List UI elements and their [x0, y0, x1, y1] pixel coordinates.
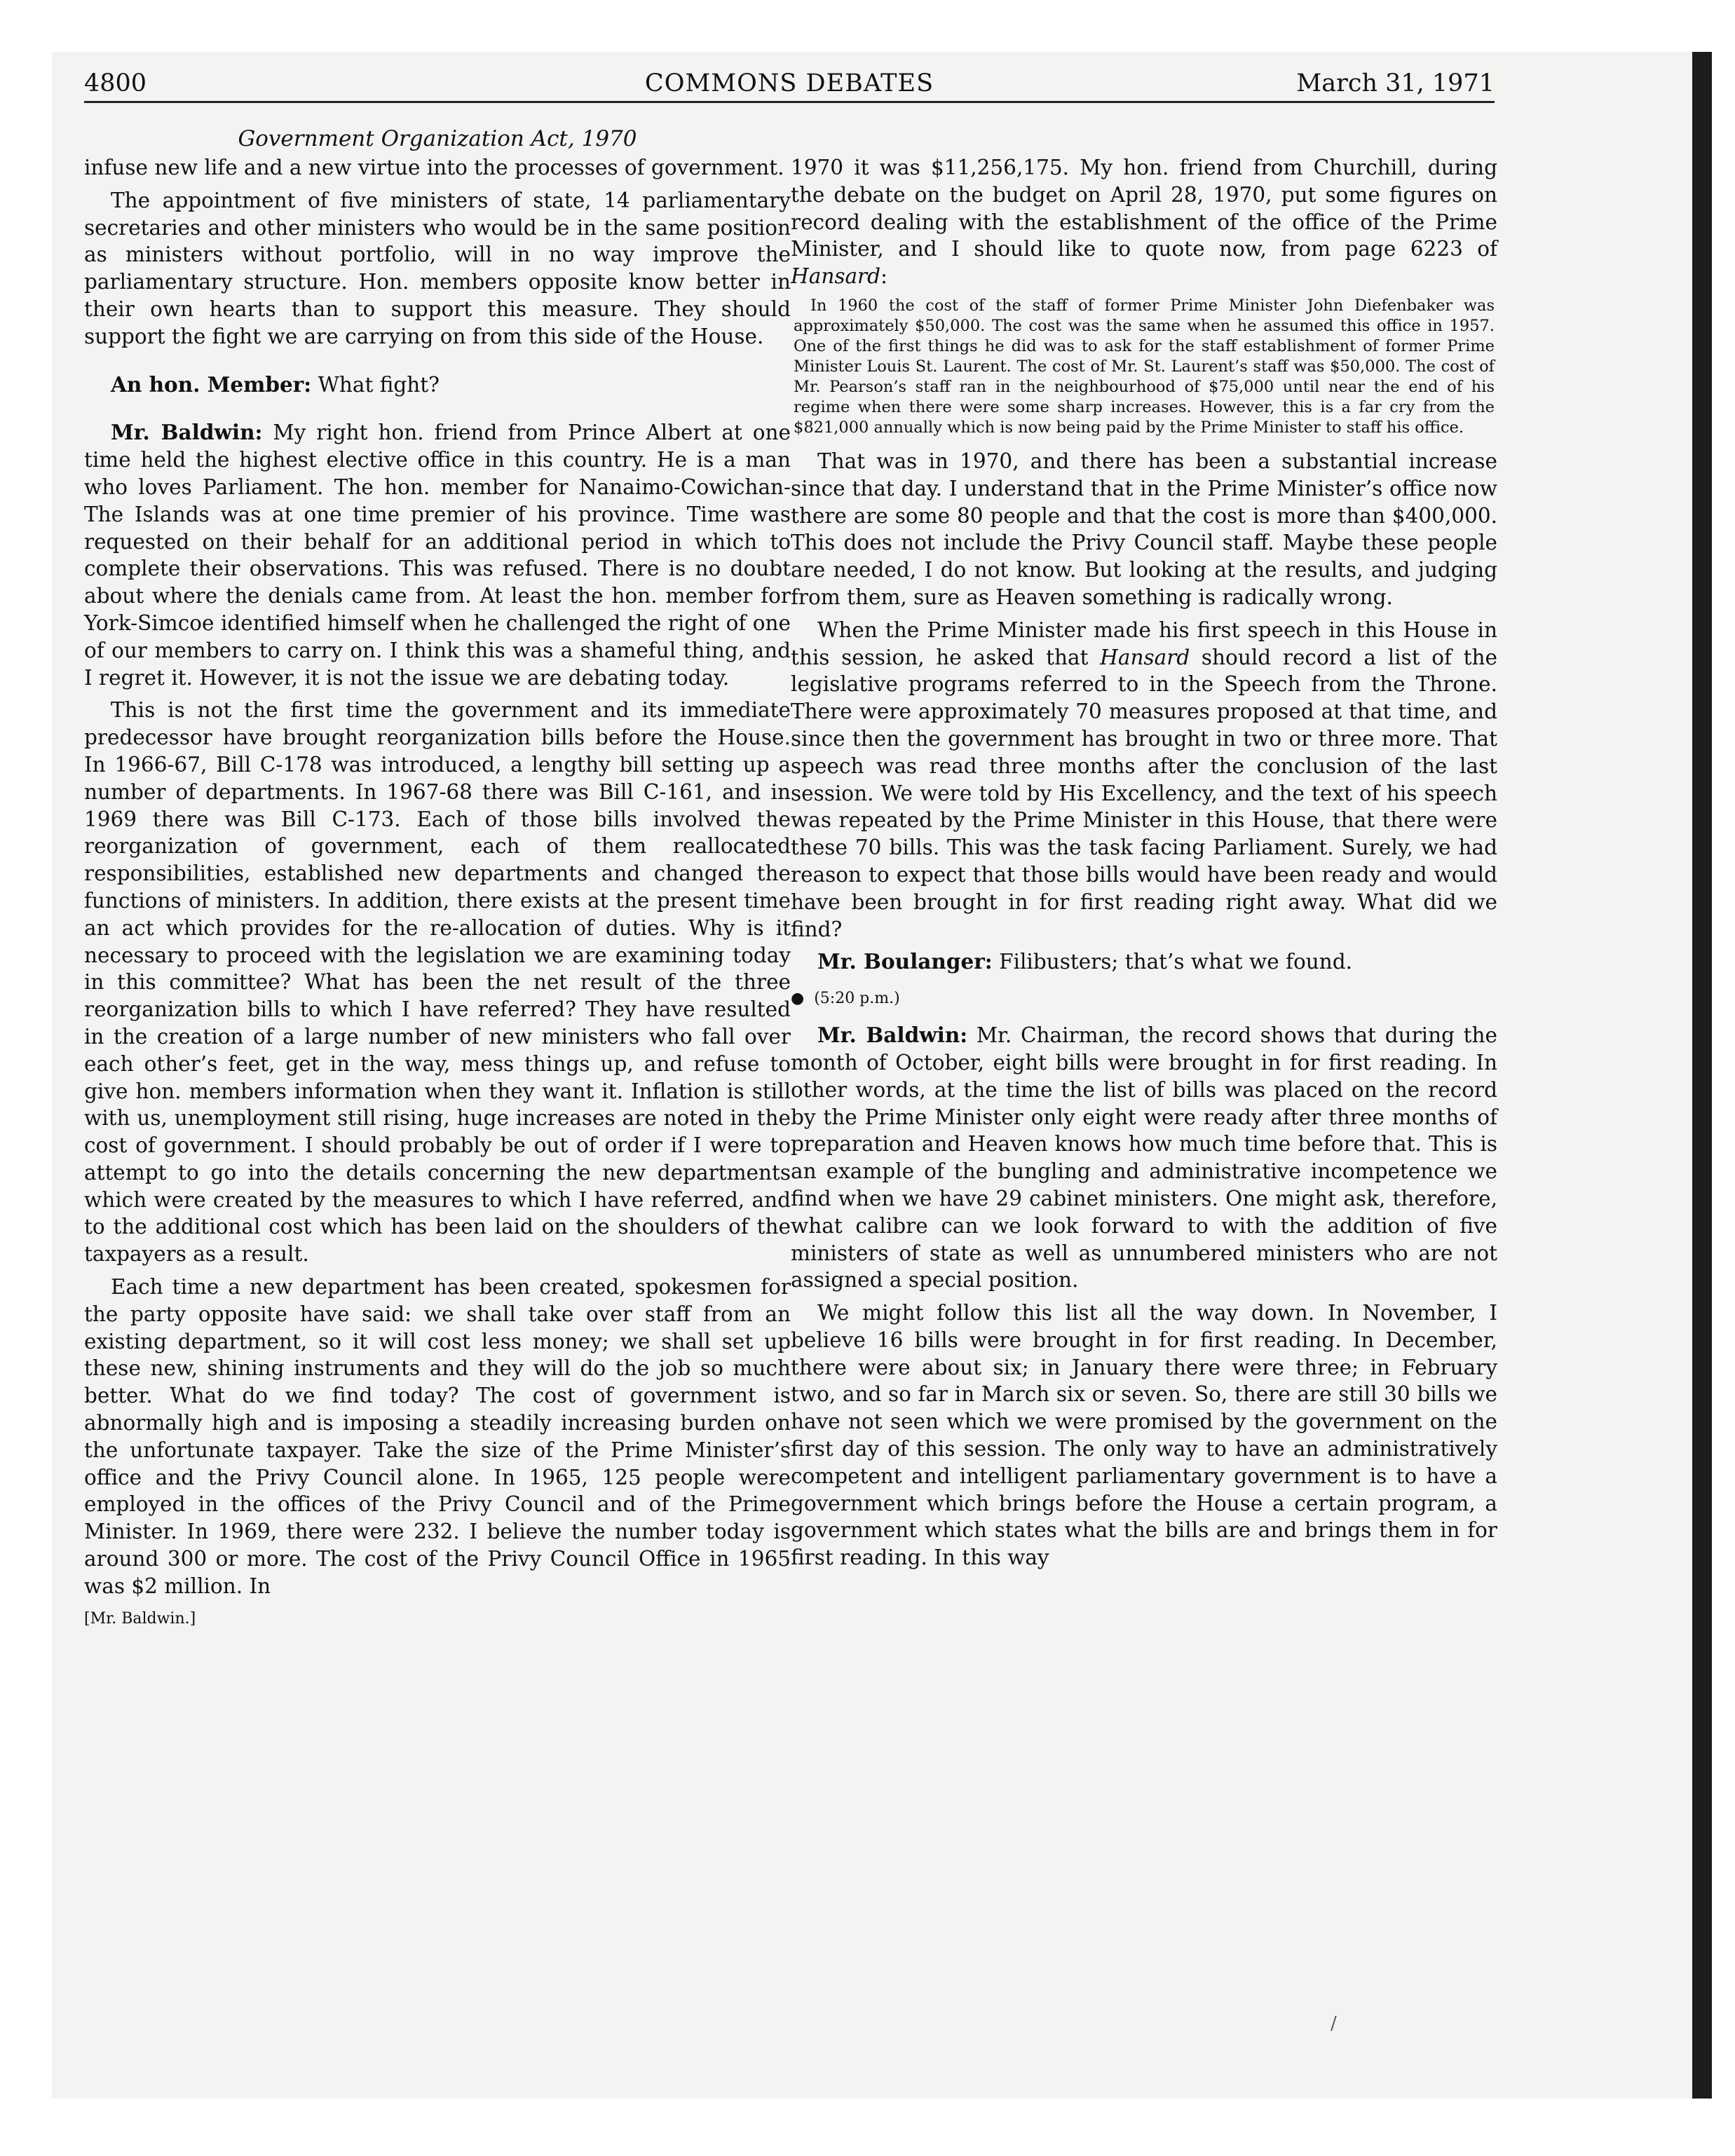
speech: [84, 371, 791, 399]
paragraph: We might follow this list all the way down. In November, I believe 16 bills were brought in for first reading. In December, there were about six; in January there were three; in February two, and so far in March six or seven. So, there are still 30 bills we have not seen which we were promised by the government on the first day of this session. The only way to have an administratively competent and intelligent parliamentary government is to have a government which brings before the House a certain program, a government which states what the bills are and brings them in for first reading. In this way: [791, 1301, 1497, 1570]
speech: [791, 948, 1497, 976]
speaker-name: Mr. Baldwin:: [817, 1023, 968, 1048]
speech: [791, 1022, 1497, 1294]
stray-mark: /: [1331, 2013, 1337, 2034]
bullet-icon: ●: [791, 990, 805, 1008]
text: :: [880, 264, 887, 289]
paragraph: The appointment of five ministers of state, 14 parliamentary secretaries and other ministers who would be in the same position as ministers without portfolio, will in no way improve the parliamentary structure. Hon. members opposite know better in their own hearts than to support this measure. They should support the fight we are carrying on from this side of the House.: [84, 188, 791, 348]
speech-text: Mr. Chairman, the record shows that during the month of October, eight bills were brought in for first reading. In other words, at the time the list of bills was placed on the record by the Prime Minister only eight were ready after three months of preparation and Heaven knows how much time before that. This is an example of the bungling and administrative incompetence we find when we have 29 cabinet ministers. One might ask, therefore, what calibre can we look forward to with the addition of five ministers of state as well as unnumbered ministers who are not assigned a special position.: [791, 1023, 1497, 1292]
paragraph: [791, 617, 1497, 943]
page-date: March 31, 1971: [1296, 69, 1495, 97]
speaker-name: An hon. Member:: [111, 371, 312, 397]
publication-title: COMMONS DEBATES: [644, 69, 934, 97]
running-title: Government Organization Act, 1970: [238, 126, 637, 151]
paragraph: [791, 154, 1497, 290]
paragraph: This is not the first time the government and its immediate predecessor have brought reorganization bills before the House. In 1966-67, Bill C-178 was introduced, a lengthy bill setting up a number of departments. In 1967-68 there was Bill C-161, and in 1969 there was Bill C-173. Each of those bills involved the reorganization of government, each of them reallocated responsibilities, established new departments and changed the functions of ministers. In addition, there exists at the present time an act which provides for the re-allocation of duties. Why is it necessary to proceed with the legislation we are examining today in this committee? What has been the net result of the three reorganization bills to which I have referred? They have resulted in the creation of a large number of new ministers who fall over each other’s feet, get in the way, mess things up, and refuse to give hon. members information when they want it. Inflation is still with us, unemployment still rising, huge increases are noted in the cost of government. I should probably be out of order if I were to attempt to go into the details concerning the new departments which were created by the measures to which I have referred, and to the additional cost which has been laid on the shoulders of the taxpayers as a result.: [84, 698, 791, 1267]
time-marker: [791, 987, 1497, 1011]
speech-text: Filibusters; that’s what we found.: [992, 950, 1353, 974]
page-number: 4800: [84, 69, 147, 97]
text: should record a list of the legislative programs referred to in the Speech from the Throne. There were approximately 70 measures proposed at that time, and since then the government has brought in two or three more. That speech was read three months after the conclusion of the last session. We were told by His Excellency, and the text of his speech was repeated by the Prime Minister in this House, that there were these 70 bills. This was the task facing Parliament. Surely, we had reason to expect that those bills would have been ready and would have been brought in for first reading right away. What did we find?: [791, 645, 1497, 941]
paragraph: That was in 1970, and there has been a substantial increase since that day. I understand that in the Prime Minister’s office now there are some 80 people and that the cost is more than $400,000. This does not include the Privy Council staff. Maybe these people are needed, I do not know. But looking at the results, and judging from them, sure as Heaven something is radically wrong.: [791, 449, 1497, 609]
page-header: [84, 69, 1495, 103]
scan-edge-bar: [1692, 52, 1712, 2099]
speaker-name: Mr. Boulanger:: [817, 949, 993, 974]
text: When the Prime Minister made his first speech in this House in this session, he asked that: [791, 618, 1497, 669]
speech-text: My right hon. friend from Prince Albert at one time held the highest elective office in this country. He is a man who loves Parliament. The hon. member for Nanaimo-Cowichan-The Islands was at one time premier of his province. Time was requested on their behalf for an additional period in which to complete their observations. This was refused. There is no doubt about where the denials came from. At least the hon. member for York-Simcoe identified himself when he challenged the right of one of our members to carry on. I think this was a shameful thing, and I regret it. However, it is not the issue we are debating today.: [84, 421, 791, 690]
right-column: [791, 154, 1497, 1577]
speaker-name: Mr. Baldwin:: [111, 420, 263, 445]
speech-text: What fight?: [311, 372, 440, 397]
paragraph: Each time a new department has been created, spokesmen for the party opposite have said: we shall take over staff from an existing department, so it will cost less money; we shall set up these new, shining instruments and they will do the job so much better. What do we find today? The cost of government is abnormally high and is imposing a steadily increasing burden on the unfortunate taxpayer. Take the size of the Prime Minister’s office and the Privy Council alone. In 1965, 125 people were employed in the offices of the Privy Council and of the Prime Minister. In 1969, there were 232. I believe the number today is around 300 or more. The cost of the Privy Council Office in 1965 was $2 million. In: [84, 1275, 791, 1598]
text: 1970 it was $11,256,175. My hon. friend from Churchill, during the debate on the budget on April 28, 1970, put some figures on record dealing with the establishment of the office of the Prime Minister, and I should like to quote now, from page 6223 of: [791, 156, 1497, 261]
italic-text: Hansard: [1100, 645, 1190, 669]
speech: [84, 419, 791, 691]
time-text: (5:20 p.m.): [814, 990, 900, 1008]
speaker-footnote: [Mr. Baldwin.]: [84, 1609, 196, 1628]
paragraph: infuse new life and a new virtue into the processes of government.: [84, 156, 784, 179]
left-column: [84, 154, 791, 1638]
italic-text: Hansard: [791, 264, 881, 289]
block-quote: In 1960 the cost of the staff of former Prime Minister John Diefenbaker was approximately $50,000. The cost was the same when he assumed this office in 1957. One of the first things he did was to ask for the staff establishment of former Prime Minister Louis St. Laurent. The cost of Mr. St. Laurent’s staff was $50,000. The cost of Mr. Pearson’s staff ran in the neighbourhood of $75,000 until near the end of his regime when there were some sharp increases. However, this is a far cry from the $821,000 annually which is now being paid by the Prime Minister to staff his office.: [794, 296, 1495, 437]
